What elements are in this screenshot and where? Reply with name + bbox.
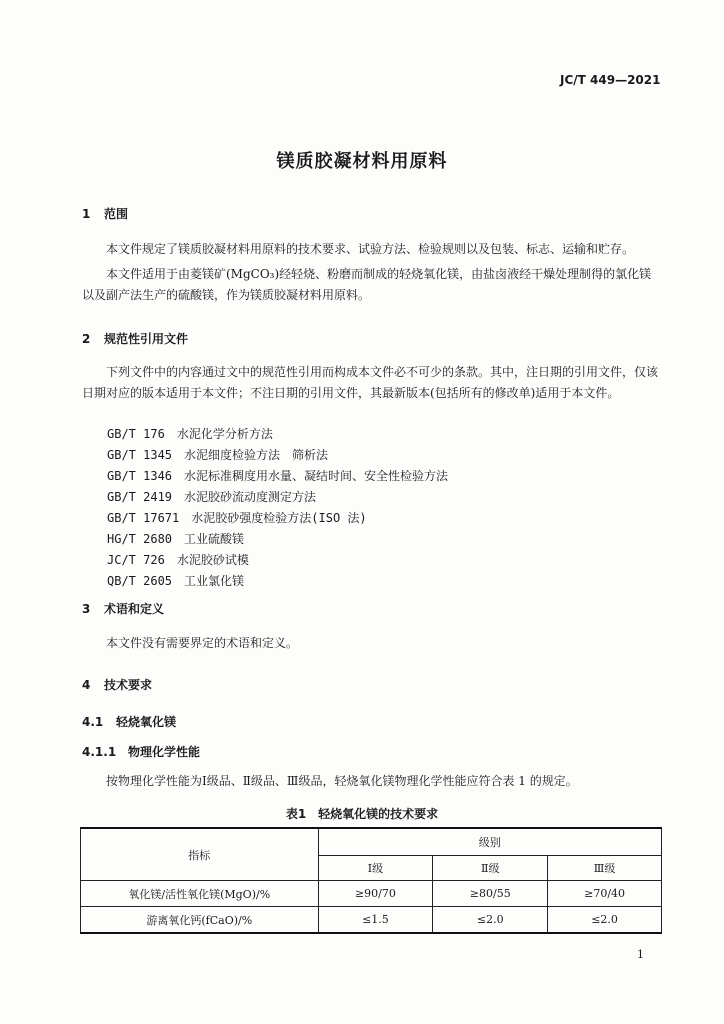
grade-header: 级别	[318, 828, 661, 856]
reference-code: HG/T 2680	[107, 532, 173, 546]
reference-code: GB/T 1346	[107, 469, 173, 483]
section-4-1-1-heading	[82, 743, 200, 760]
reference-name: 工业氯化镁	[184, 574, 245, 588]
reference-code: GB/T 176	[107, 427, 165, 441]
table-cell: ≤1.5	[318, 907, 433, 934]
section-4-heading	[82, 676, 152, 693]
table-cell: ≥70/40	[548, 881, 662, 907]
table-cell: ≤2.0	[433, 907, 548, 934]
table-header-row	[81, 828, 662, 856]
reference-item	[107, 509, 367, 526]
technical-requirements-table	[80, 827, 662, 934]
reference-code: QB/T 2605	[107, 574, 173, 588]
reference-name: 水泥胶砂试模	[176, 553, 249, 567]
standard-code: JC/T 449—2021	[560, 73, 661, 87]
section-number: 4.1	[82, 715, 104, 729]
reference-item	[107, 446, 328, 463]
section-number: 2	[82, 332, 91, 346]
row-label: 氧化镁/活性氧化镁(MgO)/%	[81, 881, 319, 907]
table-cell: ≤2.0	[548, 907, 662, 934]
section-title: 轻烧氧化镁	[116, 715, 177, 729]
reference-item	[107, 467, 448, 484]
page-number: 1	[637, 948, 644, 961]
reference-name: 水泥细度检验方法 筛析法	[184, 448, 329, 462]
table-cell: ≥80/55	[433, 881, 548, 907]
reference-name: 水泥标准稠度用水量、凝结时间、安全性检验方法	[184, 469, 449, 483]
section-title: 规范性引用文件	[104, 332, 189, 346]
section-number: 1	[82, 207, 91, 221]
table-row	[81, 907, 662, 934]
grade-1-header: Ⅰ级	[318, 856, 433, 881]
section-title: 范围	[104, 207, 129, 221]
row-label: 游离氧化钙(fCaO)/%	[81, 907, 319, 934]
section-2-heading	[82, 330, 188, 347]
reference-item	[107, 572, 244, 589]
section-1-heading	[82, 205, 128, 222]
reference-name: 工业硫酸镁	[184, 532, 245, 546]
reference-name: 水泥胶砂流动度测定方法	[184, 490, 317, 504]
reference-item	[107, 551, 249, 568]
section-3-heading	[82, 600, 164, 617]
reference-name: 水泥化学分析方法	[176, 427, 273, 441]
reference-item	[107, 488, 316, 505]
section-1-paragraph-2: 本文件适用于由菱镁矿(MgCO₃)经轻烧、粉磨而制成的轻烧氧化镁，由盐卤液经干燥处理制得的氯化镁以及副产法生产的硫酸镁，作为镁质胶凝材料用原料。	[82, 267, 652, 302]
reference-code: GB/T 1345	[107, 448, 173, 462]
reference-name: 水泥胶砂强度检验方法(ISO 法)	[191, 511, 367, 525]
reference-code: GB/T 2419	[107, 490, 173, 504]
section-number: 3	[82, 602, 91, 616]
section-number: 4	[82, 678, 91, 692]
indicator-header: 指标	[81, 828, 319, 881]
section-title: 技术要求	[104, 678, 153, 692]
reference-code: GB/T 17671	[107, 511, 180, 525]
section-4-1-heading	[82, 713, 176, 730]
table-cell: ≥90/70	[318, 881, 433, 907]
reference-item	[107, 425, 273, 442]
section-title: 物理化学性能	[128, 745, 201, 759]
section-4-1-1-paragraph-1: 按物理化学性能为Ⅰ级品、Ⅱ级品、Ⅲ级品，轻烧氧化镁物理化学性能应符合表 1 的规定。	[106, 774, 578, 788]
section-3-paragraph-1: 本文件没有需要界定的术语和定义。	[106, 636, 299, 650]
table-row	[81, 881, 662, 907]
grade-2-header: Ⅱ级	[433, 856, 548, 881]
section-number: 4.1.1	[82, 745, 117, 759]
table-caption: 表1 轻烧氧化镁的技术要求	[285, 807, 439, 821]
section-1-paragraph-1: 本文件规定了镁质胶凝材料用原料的技术要求、试验方法、检验规则以及包装、标志、运输和贮存。	[106, 242, 635, 256]
reference-code: JC/T 726	[107, 553, 165, 567]
grade-3-header: Ⅲ级	[548, 856, 662, 881]
section-2-paragraph-1: 下列文件中的内容通过文中的规范性引用而构成本文件必不可少的条款。其中，注日期的引用文件，仅该日期对应的版本适用于本文件；不注日期的引用文件，其最新版本(包括所有的修改单)适用于本文件。	[82, 365, 659, 400]
section-title: 术语和定义	[104, 602, 165, 616]
page-title: 镁质胶凝材料用原料	[276, 151, 448, 172]
reference-item	[107, 530, 244, 547]
